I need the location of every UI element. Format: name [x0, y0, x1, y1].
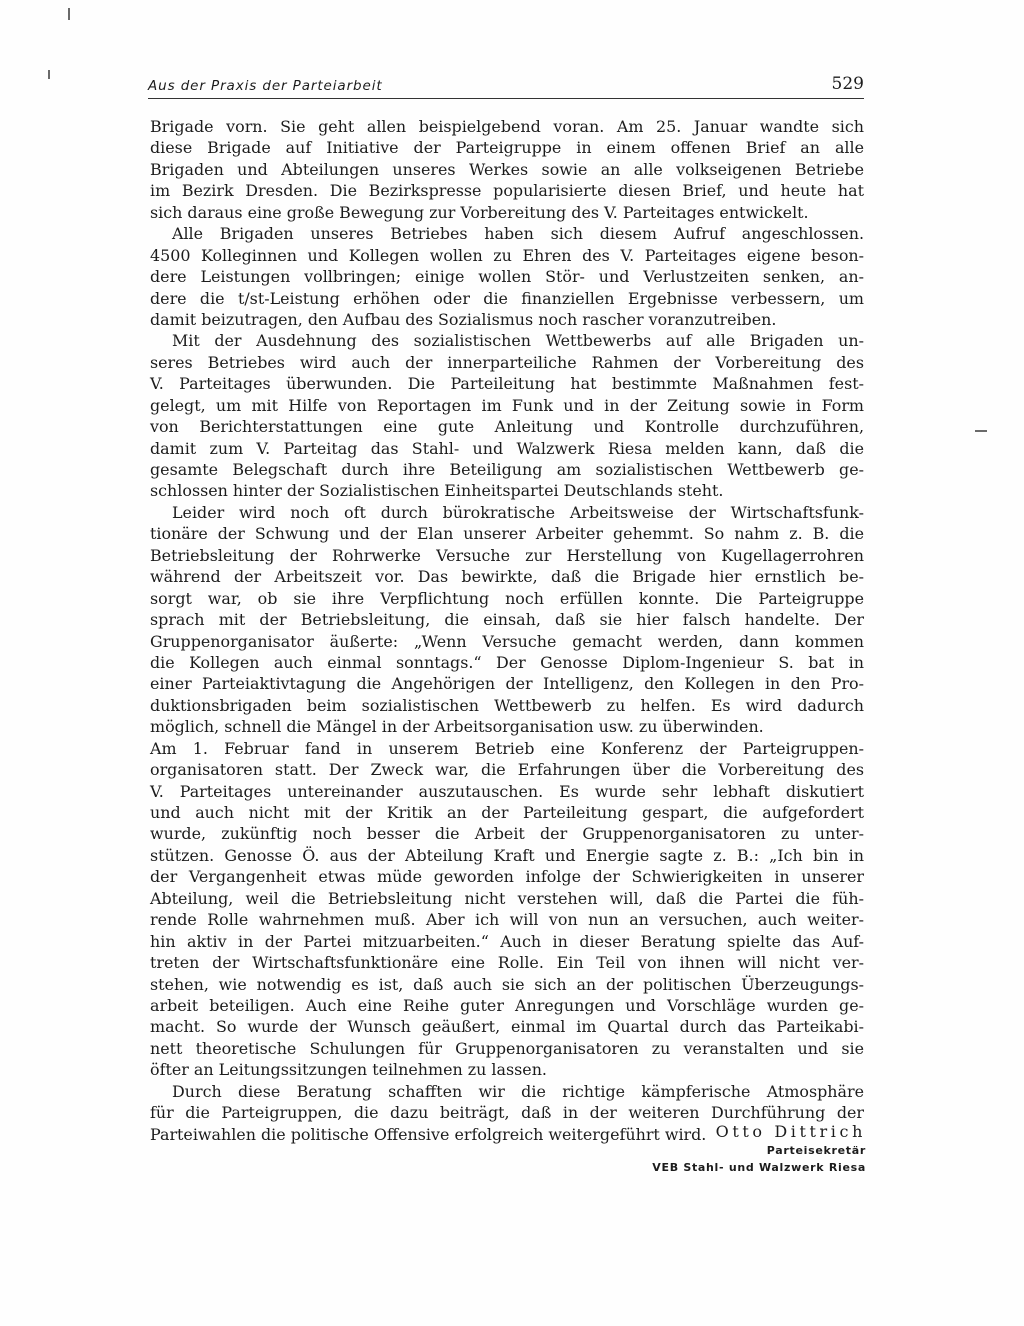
text-line: für die Parteigruppen, die dazu beiträgt, daß in der weiteren Durchführung der	[150, 1103, 864, 1123]
text-line: im Bezirk Dresden. Die Bezirkspresse popularisierte diesen Brief, und heute hat	[150, 181, 864, 201]
text-line: Mit der Ausdehnung des sozialistischen Wettbewerbs auf alle Brigaden un-	[172, 331, 864, 351]
text-line: hin aktiv in der Partei mitzuarbeiten.“ Auch in dieser Beratung spielte das Auf-	[150, 931, 864, 951]
text-line: sich daraus eine große Bewegung zur Vorbereitung des V. Parteitages entwickelt.	[150, 202, 809, 222]
article-body	[150, 116, 864, 1145]
text-line: stützen. Genosse Ö. aus der Abteilung Kraft und Energie sagte z. B.: „Ich bin in	[150, 845, 864, 865]
text-line: tionäre der Schwung und der Elan unserer Arbeiter gehemmt. So nahm z. B. die	[150, 524, 864, 544]
text-line: Abteilung, weil die Betriebsleitung nicht verstehen will, daß die Partei die füh-	[150, 888, 864, 908]
text-line: rende Rolle wahrnehmen muß. Aber ich will von nun an versuchen, auch weiter-	[150, 910, 864, 930]
text-line: 4500 Kolleginnen und Kollegen wollen zu Ehren des V. Parteitages eigene beson-	[150, 245, 864, 265]
text-line: gesamte Belegschaft durch ihre Beteiligung am sozialistischen Wettbewerb ge-	[150, 460, 864, 479]
running-title: Aus der Praxis der Parteiarbeit	[148, 78, 383, 94]
text-line: stehen, wie notwendig es ist, daß auch sie sich an der politischen Überzeugungs-	[150, 974, 864, 994]
text-line: diese Brigade auf Initiative der Parteigruppe in einem offenen Brief an alle	[150, 138, 864, 158]
text-line: duktionsbrigaden beim sozialistischen Wettbewerb zu helfen. Es wird dadurch	[150, 695, 864, 715]
text-line: nett theoretische Schulungen für Gruppenorganisatoren zu veranstalten und sie	[150, 1038, 864, 1058]
text-line: und auch nicht mit der Kritik an der Parteileitung gespart, die aufgefordert	[150, 803, 864, 822]
text-line: möglich, schnell die Mängel in der Arbeitsorganisation usw. zu überwinden.	[150, 717, 764, 737]
text-line: dere die t/st-Leistung erhöhen oder die finanziellen Ergebnisse verbessern, um	[150, 288, 864, 308]
text-line: Gruppenorganisator äußerte: „Wenn Versuche gemacht werden, dann kommen	[150, 631, 864, 651]
author-organization: VEB Stahl- und Walzwerk Riesa	[652, 1161, 866, 1174]
text-line: Parteiwahlen die politische Offensive erfolgreich weitergeführt wird.	[150, 1124, 707, 1144]
text-line: organisatoren statt. Der Zweck war, die Erfahrungen über die Vorbereitung des	[150, 760, 864, 780]
text-line: damit beizutragen, den Aufbau des Sozialismus noch rascher voranzutreiben.	[150, 309, 777, 329]
text-line: arbeit beteiligen. Auch eine Reihe guter Anregungen und Vorschläge wurden ge-	[150, 995, 864, 1015]
text-line: Leider wird noch oft durch bürokratische Arbeitsweise der Wirtschaftsfunk-	[172, 502, 864, 522]
page-number: 529	[831, 74, 864, 94]
text-line: schlossen hinter der Sozialistischen Einheitspartei Deutschlands steht.	[150, 481, 724, 501]
text-line: von Berichterstattungen eine gute Anleitung und Kontrolle durchzuführen,	[150, 417, 864, 437]
text-line: damit zum V. Parteitag das Stahl- und Walzwerk Riesa melden kann, daß die	[150, 438, 864, 458]
author-name: Otto Dittrich	[715, 1122, 866, 1141]
text-line: während der Arbeitszeit vor. Das bewirkte, daß die Brigade hier ernstlich be-	[150, 567, 864, 587]
text-line: Brigaden und Abteilungen unseres Werkes sowie an alle volkseigenen Betriebe	[150, 159, 864, 179]
text-line: sprach mit der Betriebsleitung, die einsah, daß sie hier falsch handelte. Der	[150, 610, 864, 630]
running-header	[148, 68, 864, 99]
text-line: Durch diese Beratung schafften wir die richtige kämpferische Atmosphäre	[172, 1081, 864, 1101]
text-line: die Kollegen auch einmal sonntags.“ Der Genosse Diplom-Ingenieur S. bat in	[150, 652, 864, 672]
text-line: dere Leistungen vollbringen; einige wollen Stör- und Verlustzeiten senken, an-	[150, 267, 864, 287]
text-line: V. Parteitages überwunden. Die Parteileitung hat bestimmte Maßnahmen fest-	[150, 374, 864, 394]
text-line: Betriebsleitung der Rohrwerke Versuche zur Herstellung von Kugellagerrohren	[150, 545, 864, 565]
scan-mark	[68, 8, 70, 20]
text-line: seres Betriebes wird auch der innerparteiliche Rahmen der Vorbereitung des	[150, 352, 864, 372]
text-line: der Vergangenheit etwas müde geworden infolge der Schwierigkeiten in unserer	[150, 867, 864, 887]
text-line: V. Parteitages untereinander auszutauschen. Es wurde sehr lebhaft diskutiert	[150, 781, 864, 801]
author-role: Parteisekretär	[766, 1144, 866, 1157]
text-line: einer Parteiaktivtagung die Angehörigen der Intelligenz, den Kollegen in den Pro-	[150, 674, 864, 694]
text-line: gelegt, um mit Hilfe von Reportagen im Funk und in der Zeitung sowie in Form	[150, 395, 864, 415]
text-line: macht. So wurde der Wunsch geäußert, einmal im Quartal durch das Parteikabi-	[150, 1017, 864, 1037]
scan-mark	[48, 70, 50, 79]
text-line: treten der Wirtschaftsfunktionäre eine Rolle. Ein Teil von ihnen will nicht ver-	[150, 953, 864, 973]
text-line: Am 1. Februar fand in unserem Betrieb eine Konferenz der Parteigruppen-	[150, 738, 864, 758]
text-line: Alle Brigaden unseres Betriebes haben sich diesem Aufruf angeschlossen.	[172, 224, 864, 244]
scan-mark	[975, 430, 987, 432]
text-line: sorgt war, ob sie ihre Verpflichtung noch erfüllen konnte. Die Parteigruppe	[150, 588, 864, 608]
text-line: öfter an Leitungssitzungen teilnehmen zu lassen.	[150, 1060, 547, 1080]
text-line: Brigade vorn. Sie geht allen beispielgebend voran. Am 25. Januar wandte sich	[150, 117, 864, 136]
signature-block	[652, 1122, 866, 1176]
text-line: wurde, zukünftig noch besser die Arbeit der Gruppenorganisatoren zu unter-	[150, 824, 864, 844]
